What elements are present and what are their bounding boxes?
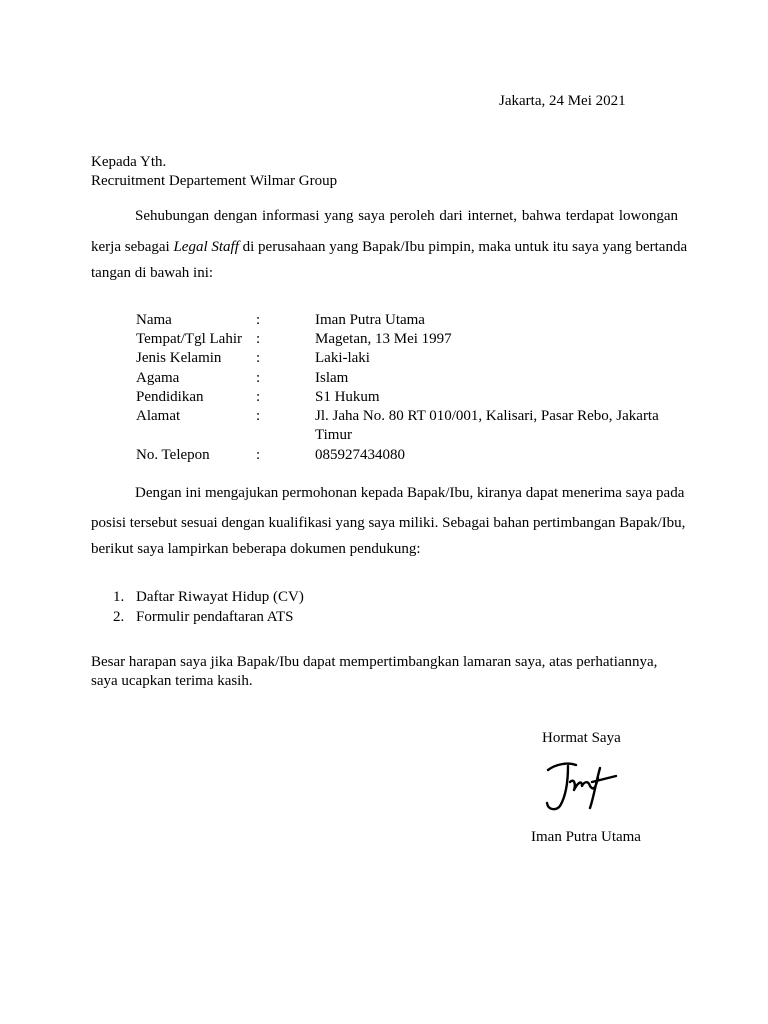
intro-line-3: tangan di bawah ini: — [91, 265, 214, 281]
identity-colon: : — [256, 331, 261, 347]
identity-label: Tempat/Tgl Lahir — [136, 331, 242, 347]
closing-line-2: saya ucapkan terima kasih. — [91, 673, 253, 689]
identity-label: Nama — [136, 312, 172, 328]
intro-line-2 — [91, 238, 688, 257]
identity-value: S1 Hukum — [315, 389, 380, 405]
closing-salutation: Hormat Saya — [542, 730, 621, 746]
identity-colon: : — [256, 370, 261, 386]
identity-value-continued: Timur — [315, 427, 352, 443]
identity-value: 085927434080 — [315, 447, 405, 463]
identity-colon: : — [256, 447, 261, 463]
recipient-name: Recruitment Departement Wilmar Group — [91, 173, 338, 189]
list-number: 1. — [113, 589, 125, 605]
letter-date: Jakarta, 24 Mei 2021 — [499, 93, 626, 109]
closing-line-1: Besar harapan saya jika Bapak/Ibu dapat mempertimbangkan lamaran saya, atas perhatiannya, — [91, 654, 658, 670]
signer-name: Iman Putra Utama — [531, 829, 641, 845]
identity-colon: : — [256, 350, 261, 366]
intro-line-1: Sehubungan dengan informasi yang saya peroleh dari internet, bahwa terdapat lowongan — [135, 208, 678, 224]
intro-line-2-pre: kerja sebagai — [91, 239, 174, 255]
identity-label: Jenis Kelamin — [136, 350, 222, 366]
identity-label: Alamat — [136, 408, 181, 424]
list-item: Daftar Riwayat Hidup (CV) — [136, 589, 304, 605]
recipient-salutation: Kepada Yth. — [91, 154, 167, 170]
identity-value: Iman Putra Utama — [315, 312, 425, 328]
identity-label: Agama — [136, 370, 180, 386]
list-item: Formulir pendaftaran ATS — [136, 609, 294, 625]
identity-colon: : — [256, 312, 261, 328]
body-line-3: berikut saya lampirkan beberapa dokumen pendukung: — [91, 541, 421, 557]
handwritten-signature — [538, 756, 628, 818]
identity-label: No. Telepon — [136, 447, 210, 463]
identity-value: Magetan, 13 Mei 1997 — [315, 331, 452, 347]
list-number: 2. — [113, 609, 125, 625]
identity-value: Islam — [315, 370, 349, 386]
intro-line-2-post: di perusahaan yang Bapak/Ibu pimpin, maka untuk itu saya yang bertanda — [238, 239, 688, 255]
identity-label: Pendidikan — [136, 389, 204, 405]
identity-colon: : — [256, 389, 261, 405]
identity-value: Laki-laki — [315, 350, 370, 366]
identity-colon: : — [256, 408, 261, 424]
body-line-2: posisi tersebut sesuai dengan kualifikasi yang saya miliki. Sebagai bahan pertimbangan Bapak/Ibu, — [91, 515, 686, 531]
position-title: Legal Staff — [173, 239, 239, 255]
body-line-1: Dengan ini mengajukan permohonan kepada Bapak/Ibu, kiranya dapat menerima saya pada — [135, 485, 685, 501]
identity-value: Jl. Jaha No. 80 RT 010/001, Kalisari, Pasar Rebo, Jakarta — [315, 408, 659, 424]
